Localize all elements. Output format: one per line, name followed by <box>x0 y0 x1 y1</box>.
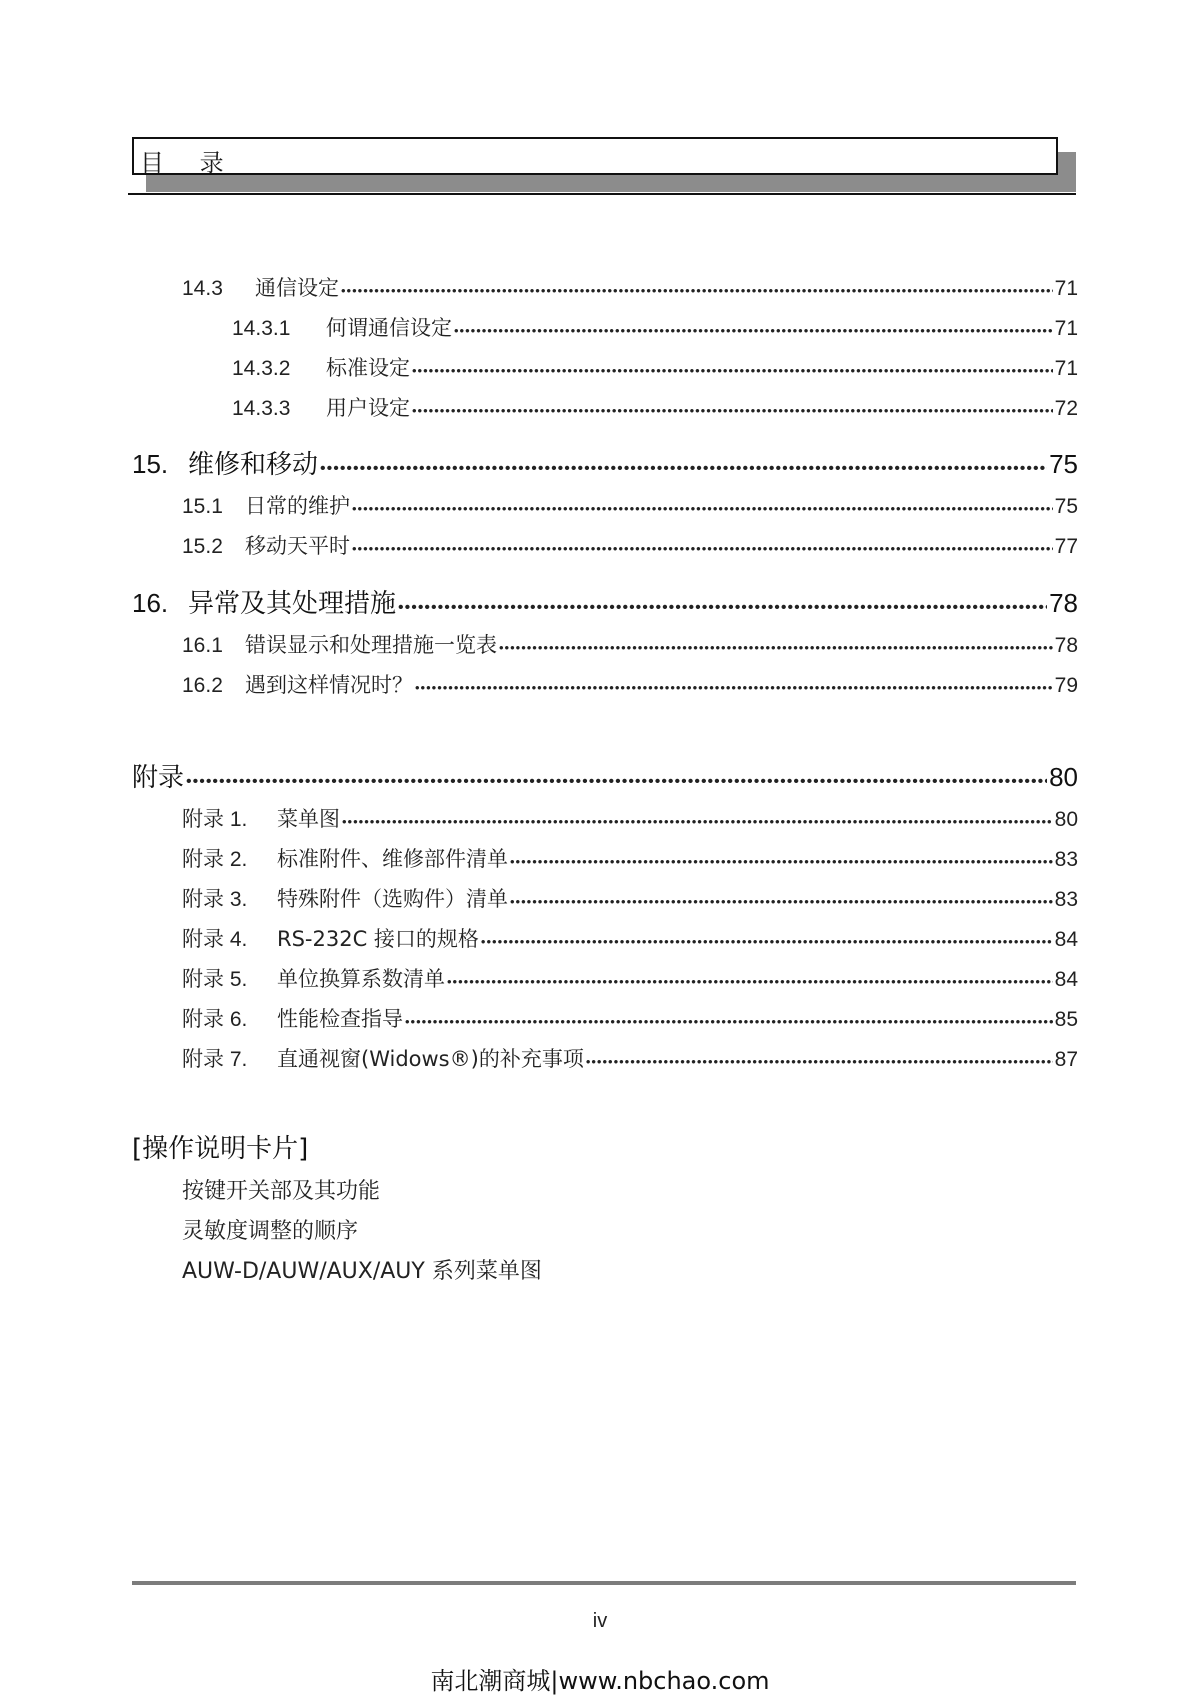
toc-chapter-title: 维修和移动 <box>188 450 319 480</box>
toc-entry-title: 遇到这样情况时？ <box>245 673 413 697</box>
toc-entry-title: 何谓通信设定 <box>326 316 452 340</box>
toc-chapter-page: 80 <box>1049 762 1078 792</box>
toc-leader-dots <box>186 773 1047 791</box>
toc-leader-dots <box>499 640 1053 655</box>
toc-leader-dots <box>586 1054 1053 1069</box>
toc-entry-number: 16.1 <box>182 634 223 657</box>
toc-chapter-page: 78 <box>1049 588 1078 618</box>
toc-entry-number: 14.3.3 <box>232 397 291 420</box>
toc-entry[interactable] <box>232 392 1078 422</box>
toc-entry-page: 71 <box>1054 277 1078 300</box>
toc-entry-page: 75 <box>1054 495 1078 518</box>
toc-entry-page: 83 <box>1054 848 1078 871</box>
toc-entry-page: 71 <box>1054 317 1078 340</box>
toc-chapter-page: 75 <box>1049 449 1078 479</box>
toc-entry-page: 80 <box>1054 808 1078 831</box>
page-title: 目 录 <box>140 149 238 177</box>
toc-entry-page: 78 <box>1054 634 1078 657</box>
page-number: iv <box>592 1610 608 1632</box>
toc-entry[interactable] <box>182 272 1078 302</box>
toc-entry-title: 通信设定 <box>255 276 339 300</box>
toc-entry-number: 15.2 <box>182 535 223 558</box>
toc-leader-dots <box>447 974 1053 989</box>
header-box <box>132 137 1058 175</box>
toc-entry-number: 14.3.1 <box>232 317 291 340</box>
toc-entry-page: 71 <box>1054 357 1078 380</box>
toc-chapter-title: 附录 <box>132 763 185 793</box>
toc-entry-number: 16.2 <box>182 674 223 697</box>
toc-leader-dots <box>352 541 1053 556</box>
toc-leader-dots <box>412 403 1053 418</box>
toc-entry[interactable] <box>182 923 1078 953</box>
toc-entry-number: 14.3 <box>182 277 223 300</box>
toc-leader-dots <box>454 323 1053 338</box>
toc-entry-number: 附录 2. <box>182 848 248 871</box>
toc-entry-page: 85 <box>1054 1008 1078 1031</box>
toc-entry-title: 性能检查指导 <box>277 1007 403 1031</box>
toc-entry-page: 79 <box>1054 674 1078 697</box>
toc-chapter-title: 异常及其处理措施 <box>188 589 397 619</box>
toc-entry[interactable] <box>182 530 1078 560</box>
toc-entry-title: 错误显示和处理措施一览表 <box>245 633 497 657</box>
toc-entry-number: 15.1 <box>182 495 223 518</box>
toc-leader-dots <box>398 599 1047 617</box>
toc-entry-title: 用户设定 <box>326 396 410 420</box>
toc-leader-dots <box>341 283 1053 298</box>
toc-entry-page: 84 <box>1054 928 1078 951</box>
toc-entry-title: 标准设定 <box>326 356 410 380</box>
toc-entry-number: 14.3.2 <box>232 357 291 380</box>
toc-entry[interactable] <box>182 1003 1078 1033</box>
toc-entry-title: 日常的维护 <box>245 494 350 518</box>
toc-entry[interactable] <box>182 490 1078 520</box>
toc-chapter[interactable] <box>132 757 1078 794</box>
toc-entry-title: 特殊附件（选购件）清单 <box>277 887 508 911</box>
toc-entry-title: RS-232C 接口的规格 <box>277 927 479 951</box>
toc-entry-number: 附录 3. <box>182 888 248 911</box>
toc-entry-title: 移动天平时 <box>245 534 350 558</box>
cards-heading: [操作说明卡片] <box>132 1134 309 1164</box>
toc-leader-dots <box>481 934 1053 949</box>
toc-entry[interactable] <box>182 629 1078 659</box>
toc-entry-number: 附录 5. <box>182 968 248 991</box>
cards-item[interactable]: 按键开关部及其功能 <box>182 1179 381 1204</box>
toc-entry[interactable] <box>182 883 1078 913</box>
toc-leader-dots <box>412 363 1053 378</box>
toc-leader-dots <box>352 501 1053 516</box>
toc-entry-title: 单位换算系数清单 <box>277 967 445 991</box>
toc-entry-page: 84 <box>1054 968 1078 991</box>
footer-divider <box>132 1581 1076 1585</box>
toc-entry-page: 87 <box>1054 1048 1078 1071</box>
cards-item[interactable]: 灵敏度调整的顺序 <box>182 1219 359 1244</box>
toc-entry[interactable] <box>182 963 1078 993</box>
watermark-text: 南北潮商城|www.nbchao.com <box>430 1667 770 1695</box>
toc-entry[interactable] <box>182 1043 1078 1073</box>
toc-entry[interactable] <box>232 352 1078 382</box>
toc-leader-dots <box>415 680 1053 695</box>
toc-entry[interactable] <box>182 803 1078 833</box>
toc-chapter[interactable] <box>132 444 1078 481</box>
toc-entry[interactable] <box>182 843 1078 873</box>
toc-entry[interactable] <box>182 669 1078 699</box>
toc-leader-dots <box>320 460 1047 478</box>
cards-item[interactable]: AUW-D/AUW/AUX/AUY 系列菜单图 <box>182 1259 542 1284</box>
toc-entry-page: 83 <box>1054 888 1078 911</box>
toc-entry-page: 72 <box>1054 397 1078 420</box>
toc-entry-page: 77 <box>1054 535 1078 558</box>
toc-entry-number: 附录 7. <box>182 1048 248 1071</box>
toc-chapter-number: 16. <box>132 588 169 618</box>
toc-entry-title: 标准附件、维修部件清单 <box>277 847 508 871</box>
toc-entry-number: 附录 4. <box>182 928 248 951</box>
header-divider <box>128 193 1076 195</box>
toc-chapter[interactable] <box>132 583 1078 620</box>
toc-leader-dots <box>510 854 1053 869</box>
toc-entry-number: 附录 1. <box>182 808 248 831</box>
toc-leader-dots <box>510 894 1053 909</box>
toc-entry[interactable] <box>232 312 1078 342</box>
toc-leader-dots <box>405 1014 1053 1029</box>
toc-chapter-number: 15. <box>132 449 169 479</box>
toc-entry-title: 直通视窗(Widows®)的补充事项 <box>277 1047 584 1071</box>
toc-leader-dots <box>342 814 1053 829</box>
toc-entry-title: 菜单图 <box>277 807 340 831</box>
toc-entry-number: 附录 6. <box>182 1008 248 1031</box>
